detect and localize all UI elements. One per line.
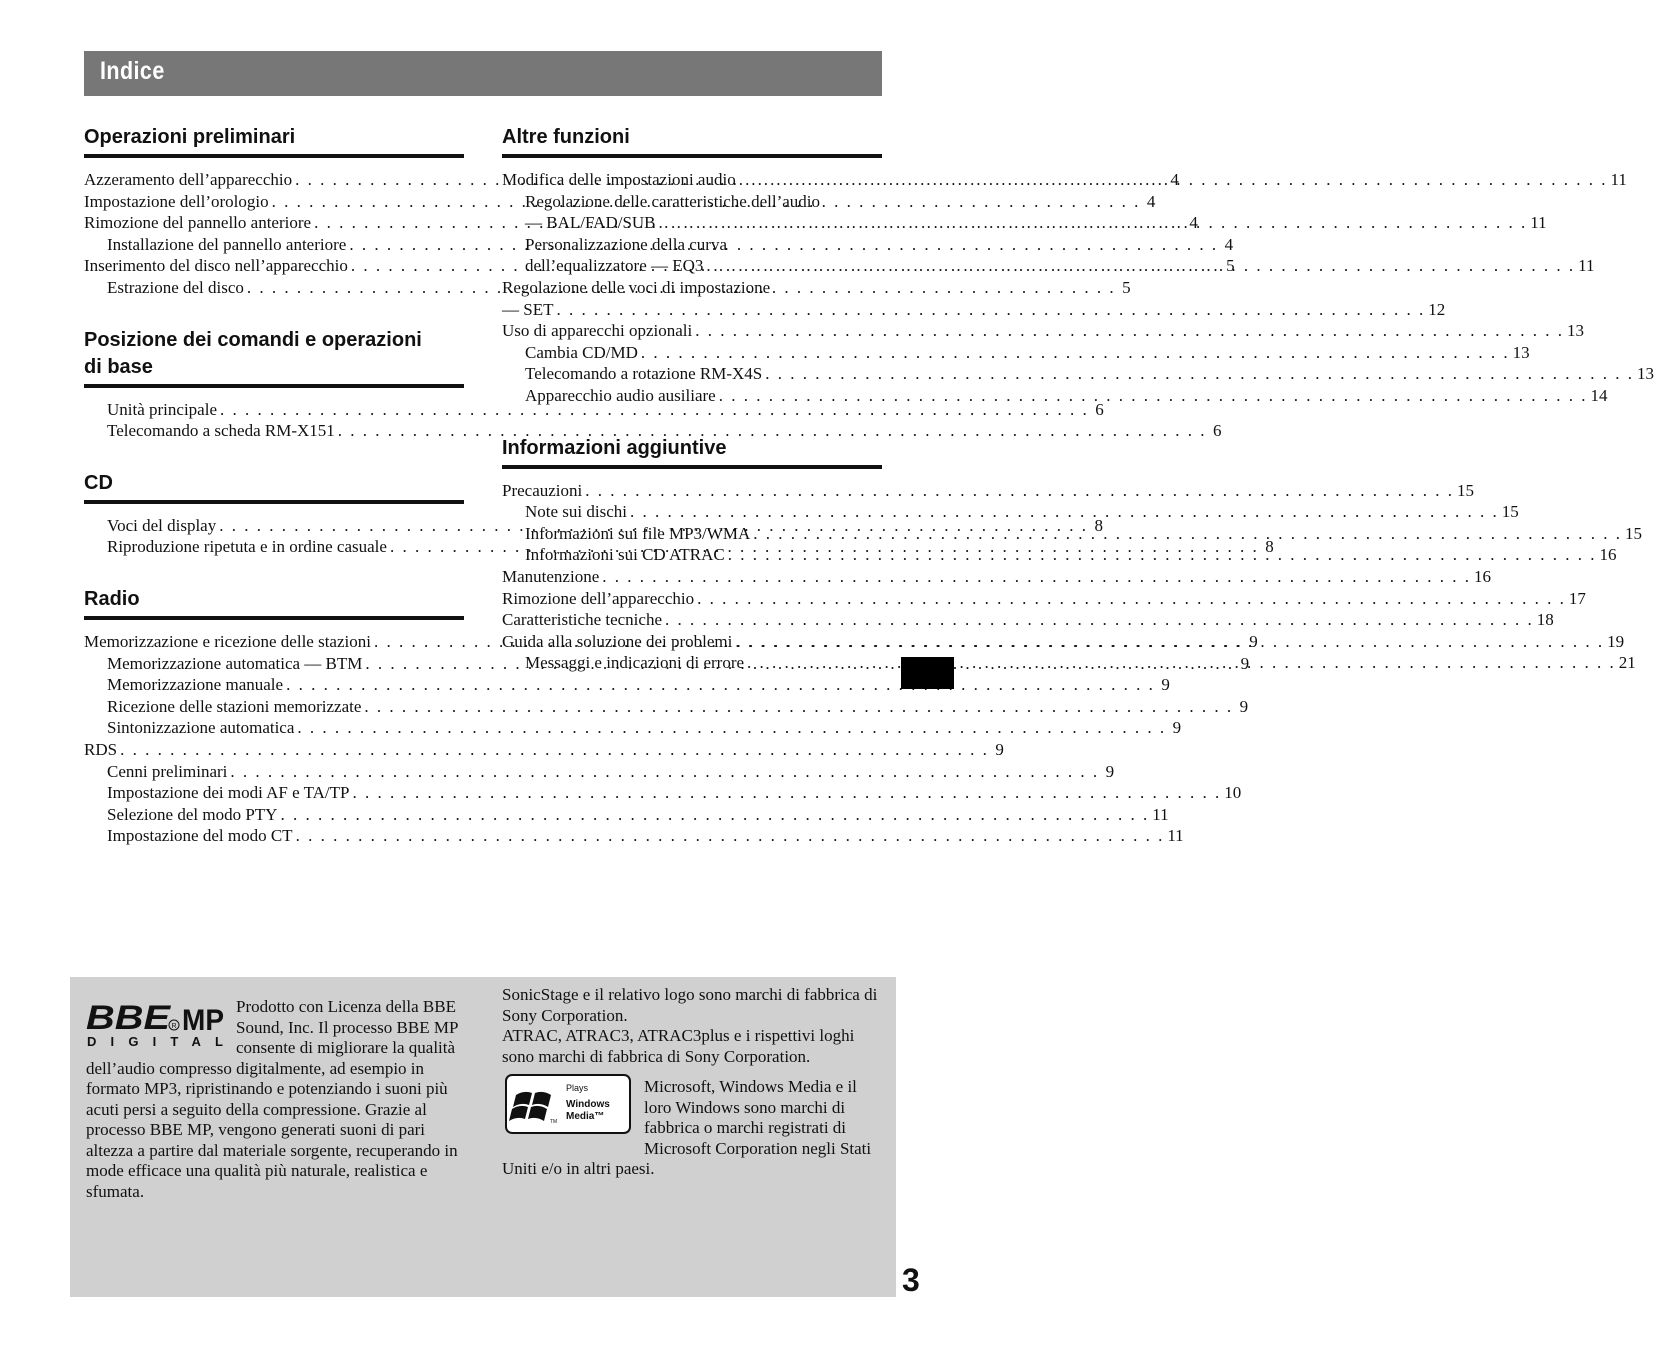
toc-entry-label: Apparecchio audio ausiliare — [525, 385, 716, 405]
toc-entry-label: Telecomando a rotazione RM-X4S — [525, 364, 763, 384]
toc-entry-page: 9 — [1239, 696, 1249, 716]
toc-entry — [84, 739, 1004, 761]
toc-entry-label: Note sui dischi — [525, 502, 627, 522]
toc-right-column — [502, 124, 1654, 674]
toc-entry — [84, 399, 1104, 421]
toc-entry — [84, 761, 1115, 783]
toc-entry-page: 13 — [1636, 364, 1654, 384]
toc-entry-page: 15 — [1501, 502, 1519, 522]
toc-entry-label: dell’equalizzatore — EQ3 — [525, 256, 704, 276]
toc-entry — [502, 501, 1519, 523]
toc-entry-page: 13 — [1567, 321, 1584, 341]
toc-entry — [502, 277, 882, 299]
svg-text:TM: TM — [550, 1119, 558, 1125]
toc-entry — [502, 363, 1654, 385]
toc-entry-label: Ricezione delle stazioni memorizzate — [107, 696, 362, 716]
sonicstage-trademark-text: SonicStage e il relativo logo sono marchi di fabbrica di Sony Corporation. — [502, 985, 878, 1025]
toc-entry-page: 16 — [1474, 566, 1491, 586]
toc-entry-page: 5 — [1226, 256, 1235, 276]
toc-entry-page: 16 — [1599, 545, 1617, 565]
svg-text:Plays: Plays — [566, 1083, 589, 1093]
toc-entry-page: 9 — [1240, 653, 1250, 673]
toc-entry — [502, 652, 1636, 674]
toc-entry — [502, 191, 882, 213]
toc-entry — [502, 342, 1530, 364]
toc-entry-page: 17 — [1568, 588, 1586, 608]
toc-entry-label: Sintonizzazione automatica — [107, 718, 295, 738]
toc-leader-dots — [641, 342, 1510, 364]
toc-entry — [84, 825, 1184, 847]
toc-entry-page: 6 — [1095, 399, 1104, 419]
toc-leader-dots — [352, 782, 1221, 804]
toc-entry-page: 12 — [1428, 299, 1446, 319]
toc-entry — [502, 299, 1446, 321]
side-tab-marker — [901, 657, 954, 689]
toc-entry-label: Riproduzione ripetuta e in ordine casuale — [107, 537, 387, 557]
svg-text:MP: MP — [182, 1004, 224, 1037]
toc-entry-page: 21 — [1618, 653, 1636, 673]
toc-entry-label: Impostazione dei modi AF e TA/TP — [107, 783, 350, 803]
toc-leader-dots — [719, 385, 1588, 407]
title-bar — [84, 51, 882, 96]
toc-entry-page: 11 — [1530, 213, 1547, 233]
toc-entry-page: 9 — [1172, 718, 1182, 738]
toc-leader-dots — [753, 523, 1622, 545]
toc-entry-label: Inserimento del disco nell’apparecchio — [84, 256, 348, 276]
toc-entry-page: 9 — [995, 739, 1004, 759]
toc-entry-page: 11 — [1167, 826, 1184, 846]
toc-entry-label: Memorizzazione e ricezione delle stazioni — [84, 631, 371, 651]
toc-entry-label: Memorizzazione automatica — BTM — [107, 653, 363, 673]
toc-entry-page: 10 — [1224, 783, 1242, 803]
toc-entry-label: Personalizzazione della curva — [525, 234, 728, 254]
toc-leader-dots — [665, 609, 1534, 631]
toc-entry-label: Rimozione dell’apparecchio — [502, 588, 695, 608]
toc-entry — [502, 523, 1642, 545]
toc-entry-page: 9 — [1161, 675, 1170, 695]
toc-entry-page: 4 — [1224, 234, 1234, 254]
toc-entry — [502, 212, 1547, 234]
toc-leader-dots — [765, 363, 1634, 385]
toc-entries — [84, 399, 1222, 442]
toc-entry — [84, 420, 1222, 442]
section-heading: CD — [84, 470, 464, 504]
toc-entry-page: 19 — [1607, 631, 1625, 651]
page-number: 3 — [902, 1262, 920, 1298]
section-heading: Informazioni aggiuntive — [502, 435, 882, 469]
svg-text:R: R — [171, 1023, 177, 1030]
toc-entries — [502, 480, 1642, 674]
toc-entry — [84, 804, 1169, 826]
section-heading: Radio — [84, 586, 464, 620]
toc-entry-page: 11 — [1610, 170, 1627, 189]
atrac-trademark-text: ATRAC, ATRAC3, ATRAC3plus e i rispettivi loghi sono marchi di fabbrica di Sony Corporation. — [502, 1026, 855, 1066]
toc-leader-dots — [735, 631, 1604, 653]
toc-entry-label: Cambia CD/MD — [525, 342, 638, 362]
toc-entry-label: Precauzioni — [502, 480, 583, 500]
toc-entry-label: Rimozione del pannello anteriore — [84, 213, 312, 233]
toc-entry — [502, 385, 1608, 407]
toc-entry-page: 13 — [1512, 342, 1530, 362]
toc-leader-dots — [556, 299, 1425, 321]
section-heading-line: di base — [84, 355, 153, 378]
toc-entry-page: 9 — [1249, 631, 1258, 651]
toc-entry — [84, 782, 1242, 804]
toc-entry-label: Cenni preliminari — [107, 761, 228, 781]
toc-entry — [502, 631, 1625, 653]
toc-entry-page: 11 — [1578, 256, 1595, 276]
toc-entry-label: Regolazione delle voci di impostazione — [502, 277, 771, 297]
toc-entry-label: Informazioni sui CD ATRAC — [525, 545, 725, 565]
sony-microsoft-notice — [502, 985, 882, 1180]
toc-leader-dots — [585, 480, 1454, 502]
svg-text:DIGITAL: DIGITAL — [87, 1034, 223, 1049]
toc-entry-page: 4 — [1170, 170, 1179, 189]
toc-leader-dots — [230, 761, 1099, 783]
toc-entry-label: Telecomando a scheda RM-X151 — [107, 421, 335, 441]
toc-entry-page: 5 — [1122, 277, 1131, 297]
section-heading: Altre funzioni — [502, 124, 882, 158]
svg-text:Windows: Windows — [566, 1099, 610, 1110]
section-heading — [84, 327, 464, 388]
toc-leader-dots — [630, 501, 1499, 523]
toc-entry-label: Memorizzazione manuale — [107, 675, 284, 695]
toc-leader-dots — [659, 212, 1528, 234]
toc-leader-dots — [296, 825, 1165, 847]
bbe-mp-logo — [86, 999, 226, 1051]
toc-entry-label: Manutenzione — [502, 566, 600, 586]
toc-entry-label: Unità principale — [107, 399, 217, 419]
toc-entry-label: Impostazione dell’orologio — [84, 191, 269, 211]
toc-entry-page: 14 — [1590, 385, 1608, 405]
toc-entry — [502, 588, 1586, 610]
toc-entry-page: 4 — [1146, 191, 1156, 211]
toc-entry-label: Regolazione delle caratteristiche dell’audio — [525, 191, 821, 211]
toc-entry-page: 11 — [1152, 804, 1169, 824]
toc-entries — [502, 169, 1654, 407]
svg-text:Media™: Media™ — [566, 1111, 605, 1122]
toc-entry-label: Uso di apparecchi opzionali — [502, 321, 693, 341]
toc-leader-dots — [697, 588, 1566, 610]
toc-entry-label: Caratteristiche tecniche — [502, 610, 662, 630]
section-heading: Operazioni preliminari — [84, 124, 464, 158]
toc-entry — [502, 320, 1584, 342]
plays-windows-media-logo — [504, 1073, 632, 1135]
toc-leader-dots — [695, 320, 1564, 342]
toc-leader-dots — [739, 169, 1608, 191]
toc-entry — [84, 717, 1182, 739]
toc-entry-page: 15 — [1624, 523, 1642, 543]
toc-entry-label: Impostazione del modo CT — [107, 826, 293, 846]
toc-entry-page: 8 — [1094, 515, 1103, 535]
toc-entry-label: Modifica delle impostazioni audio — [502, 170, 736, 189]
toc-leader-dots — [286, 674, 1155, 696]
bbe-notice — [86, 997, 458, 1202]
trademark-box — [70, 977, 896, 1297]
toc-entry — [84, 696, 1249, 718]
toc-leader-dots — [364, 696, 1233, 718]
toc-entry-label: Messaggi e indicazioni di errore — [525, 653, 745, 673]
toc-section-altre-funzioni — [502, 124, 1654, 407]
toc-entry-label: Installazione del pannello anteriore — [107, 234, 347, 254]
toc-entry — [502, 566, 1491, 588]
toc-leader-dots — [706, 255, 1575, 277]
toc-entry-label: Estrazione del disco — [107, 277, 244, 297]
toc-entry-label: Azzeramento dell’apparecchio — [84, 170, 293, 189]
section-heading-line: Posizione dei comandi e operazioni — [84, 328, 422, 351]
page-title: Indice — [100, 57, 165, 85]
toc-entry-label: Selezione del modo PTY — [107, 804, 278, 824]
toc-entry-page: 6 — [1213, 421, 1222, 441]
toc-entry-page: 4 — [1189, 213, 1198, 233]
toc-entry-label: Voci del display — [107, 515, 217, 535]
toc-entry-page: 8 — [1265, 537, 1274, 557]
toc-entry — [502, 169, 1627, 191]
toc-entry-label: Informazioni sui file MP3/WMA — [525, 523, 751, 543]
toc-entry-label: Guida alla soluzione dei problemi — [502, 631, 733, 651]
toc-entry-page: 18 — [1536, 610, 1554, 630]
toc-section-informazioni — [502, 435, 1642, 674]
toc-entry — [502, 609, 1554, 631]
microsoft-trademark-text: Microsoft, Windows Media e il loro Windows sono marchi di fabbrica o marchi registrati di Microsoft Corporation negli Stati Uniti e/o in altri paesi. — [502, 1077, 872, 1178]
toc-entry — [84, 674, 1170, 696]
bbe-license-text: Prodotto con Licenza della BBE Sound, Inc. Il processo BBE MP consente di migliorare la qualità dell’audio compresso digitalmente, ad esempio in formato MP3, ripristinando e potenziando i suoni più acuti persi a seguito della compressione. Grazie al processo BBE MP, vengono generati suoni di pari altezza a partire dal materiale sorgente, recuperando in mode efficace una qualità più naturale, realistica e sfumata. — [86, 997, 458, 1201]
toc-entry — [502, 480, 1474, 502]
svg-text:BBE: BBE — [86, 999, 172, 1037]
toc-entry-label: RDS — [84, 739, 118, 759]
toc-entry-label: — BAL/FAD/SUB — [525, 213, 656, 233]
toc-leader-dots — [728, 544, 1597, 566]
toc-leader-dots — [120, 739, 989, 761]
toc-leader-dots — [747, 652, 1616, 674]
toc-entry-page: 15 — [1457, 480, 1474, 500]
toc-entry-label: — SET — [502, 299, 554, 319]
toc-entry-page: 9 — [1105, 761, 1115, 781]
toc-entry — [502, 234, 882, 256]
toc-leader-dots — [297, 717, 1166, 739]
toc-leader-dots — [280, 804, 1149, 826]
toc-entry — [502, 255, 1595, 277]
toc-leader-dots — [602, 566, 1471, 588]
toc-entry — [502, 544, 1617, 566]
